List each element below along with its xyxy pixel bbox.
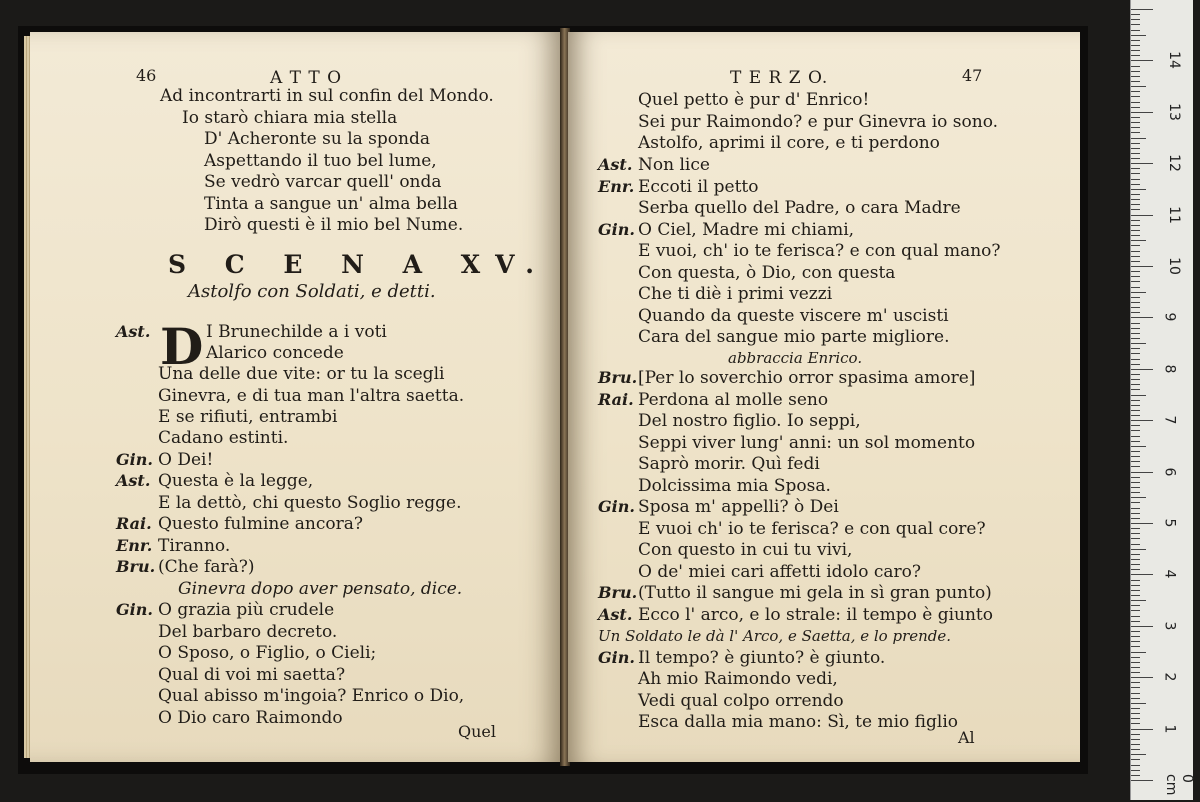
verse-line: Con questa, ò Dio, con questa	[638, 263, 896, 283]
verse-line: Cadano estinti.	[158, 428, 289, 448]
ruler-label: 8	[1161, 364, 1178, 374]
verse-line: Tinta a sangue un' alma bella	[204, 194, 458, 214]
ruler-tick	[1131, 86, 1146, 87]
speaker-label: Ast.	[598, 155, 633, 174]
ruler-tick	[1131, 343, 1146, 344]
ruler-tick	[1131, 132, 1140, 133]
ruler-tick	[1131, 425, 1140, 426]
ruler-tick	[1131, 328, 1140, 329]
verse-line: O Dio caro Raimondo	[158, 708, 343, 728]
ruler-tick	[1131, 564, 1140, 565]
verse-line: E se rifiuti, entrambi	[158, 407, 338, 427]
running-head-left: A T T O	[270, 68, 343, 88]
verse-line: Quel petto è pur d' Enrico!	[638, 90, 870, 110]
ruler-tick	[1131, 672, 1140, 673]
stage-direction: Un Soldato le dà l' Arco, e Saetta, e lo prende.	[598, 627, 952, 645]
ruler-tick	[1131, 173, 1140, 174]
ruler-tick	[1131, 189, 1146, 190]
verse-line: Questa è la legge,	[158, 471, 314, 491]
verse-line: Tiranno.	[158, 536, 231, 556]
speaker-label: Bru.	[116, 557, 156, 576]
ruler-tick	[1131, 307, 1140, 308]
ruler-tick	[1131, 225, 1140, 226]
ruler-tick	[1131, 662, 1140, 663]
running-head-right: T E R Z O.	[730, 68, 829, 88]
ruler-tick	[1131, 605, 1140, 606]
ruler-tick	[1131, 122, 1140, 123]
verse-line: Ginevra, e di tua man l'altra saetta.	[158, 386, 465, 406]
verse-line: Quando da queste viscere m' uscisti	[638, 306, 949, 326]
ruler-tick	[1131, 369, 1153, 370]
verse-line: I Brunechilde a i voti	[206, 322, 387, 342]
ruler-tick	[1131, 55, 1140, 56]
verse-line: Cara del sangue mio parte migliore.	[638, 327, 950, 347]
ruler-tick	[1131, 780, 1153, 781]
ruler-tick	[1131, 389, 1140, 390]
ruler-tick	[1131, 102, 1140, 103]
ruler-tick	[1131, 348, 1140, 349]
ruler-tick	[1131, 317, 1153, 318]
verse-line: O Dei!	[158, 450, 214, 470]
verse-line: Ad incontrarti in sul confin del Mondo.	[160, 86, 494, 106]
ruler-tick	[1131, 30, 1140, 31]
verse-line: Perdona al molle seno	[638, 390, 829, 410]
ruler-tick	[1131, 204, 1140, 205]
ruler-tick	[1131, 641, 1140, 642]
ruler-tick	[1131, 158, 1140, 159]
page-number-right: 47	[962, 66, 983, 85]
ruler-tick	[1131, 379, 1140, 380]
verse-line: Una delle due vite: or tu la scegli	[158, 364, 445, 384]
speaker-label: Enr.	[116, 536, 153, 555]
ruler-tick	[1131, 538, 1140, 539]
verse-line: O Sposo, o Figlio, o Cieli;	[158, 643, 377, 663]
ruler-tick	[1131, 528, 1140, 529]
verse-line: Seppi viver lung' anni: un sol momento	[638, 433, 976, 453]
ruler-tick	[1131, 456, 1140, 457]
ruler-tick	[1131, 153, 1140, 154]
verse-line: E la dettò, chi questo Soglio regge.	[158, 493, 462, 513]
verse-line: E vuoi, ch' io te ferisca? e con qual mano?	[638, 241, 1001, 261]
ruler-tick	[1131, 266, 1153, 267]
ruler-tick	[1131, 323, 1140, 324]
verse-line: Questo fulmine ancora?	[158, 514, 364, 534]
ruler-tick	[1131, 508, 1140, 509]
ruler-tick	[1131, 441, 1140, 442]
stage-direction: Ginevra dopo aver pensato, dice.	[178, 579, 463, 599]
ruler-tick	[1131, 230, 1140, 231]
ruler-tick	[1131, 569, 1140, 570]
ruler-tick	[1131, 729, 1153, 730]
ruler-tick	[1131, 91, 1140, 92]
ruler-tick	[1131, 199, 1140, 200]
verse-line: Sei pur Raimondo? e pur Ginevra io sono.	[638, 112, 999, 132]
ruler-tick	[1131, 143, 1140, 144]
ruler-tick	[1131, 693, 1140, 694]
ruler-tick	[1131, 544, 1140, 545]
ruler-tick	[1131, 251, 1140, 252]
ruler-tick	[1131, 45, 1140, 46]
ruler-tick	[1131, 708, 1140, 709]
ruler-tick	[1131, 759, 1140, 760]
speaker-label: Bru.	[598, 583, 638, 602]
ruler-tick	[1131, 96, 1140, 97]
ruler-tick	[1131, 24, 1140, 25]
ruler-tick	[1131, 533, 1140, 534]
verse-line: E vuoi ch' io te ferisca? e con qual core?	[638, 519, 986, 539]
ruler-tick	[1131, 235, 1140, 236]
ruler-tick	[1131, 50, 1140, 51]
verse-line: Dirò questi è il mio bel Nume.	[204, 215, 464, 235]
ruler-tick	[1131, 302, 1140, 303]
ruler-tick	[1131, 281, 1140, 282]
ruler-tick	[1131, 657, 1140, 658]
ruler-tick	[1131, 466, 1140, 467]
speaker-label: Gin.	[598, 648, 635, 667]
verse-line: Qual di voi mi saetta?	[158, 665, 346, 685]
ruler-tick	[1131, 415, 1140, 416]
ruler-tick	[1131, 580, 1140, 581]
ruler-tick	[1131, 138, 1146, 139]
ruler-label: 6	[1161, 467, 1178, 477]
drop-cap: D	[160, 317, 204, 376]
ruler-tick	[1131, 220, 1140, 221]
ruler-tick	[1131, 749, 1140, 750]
right-page	[568, 32, 1080, 762]
ruler-label: 13	[1165, 102, 1182, 121]
ruler-tick	[1131, 14, 1140, 15]
verse-line: (Tutto il sangue mi gela in sì gran punto)	[638, 583, 992, 603]
ruler-tick	[1131, 179, 1140, 180]
ruler-tick	[1131, 734, 1140, 735]
ruler-tick	[1131, 616, 1140, 617]
ruler-label: 5	[1161, 518, 1178, 528]
ruler-tick	[1131, 595, 1140, 596]
verse-line: O de' miei cari affetti idolo caro?	[638, 562, 921, 582]
stage-direction: abbraccia Enrico.	[728, 349, 863, 367]
ruler-tick	[1131, 271, 1140, 272]
ruler-tick	[1131, 19, 1140, 20]
ruler-tick	[1131, 312, 1140, 313]
speaker-label: Gin.	[116, 600, 153, 619]
verse-line: Esca dalla mia mano: Sì, te mio figlio	[638, 712, 959, 732]
verse-line: Del barbaro decreto.	[158, 622, 338, 642]
ruler-tick	[1131, 420, 1153, 421]
verse-line: Saprò morir. Quì fedi	[638, 454, 820, 474]
verse-line: O Ciel, Madre mi chiami,	[638, 220, 855, 240]
ruler-tick	[1131, 472, 1153, 473]
ruler-tick	[1131, 487, 1140, 488]
ruler-tick	[1131, 66, 1140, 67]
scene-title: S C E N A XV.	[168, 250, 549, 279]
ruler-tick	[1131, 698, 1140, 699]
ruler-tick	[1131, 359, 1140, 360]
verse-line: [Per lo soverchio orror spasima amore]	[638, 368, 976, 388]
ruler-tick	[1131, 677, 1153, 678]
ruler-tick	[1131, 245, 1140, 246]
ruler-tick	[1131, 703, 1146, 704]
verse-line: Io starò chiara mia stella	[182, 108, 398, 128]
ruler-tick	[1131, 667, 1140, 668]
ruler-label: 11	[1165, 205, 1182, 224]
ruler-tick	[1131, 430, 1140, 431]
ruler-tick	[1131, 35, 1146, 36]
ruler-label: 3	[1161, 621, 1178, 631]
ruler-tick	[1131, 405, 1140, 406]
ruler-tick	[1131, 127, 1140, 128]
ruler-tick	[1131, 477, 1140, 478]
ruler-tick	[1131, 297, 1140, 298]
ruler-tick	[1131, 765, 1140, 766]
speaker-label: Gin.	[598, 497, 635, 516]
ruler-tick	[1131, 446, 1146, 447]
ruler-tick	[1131, 364, 1140, 365]
ruler-tick	[1131, 384, 1140, 385]
ruler-tick	[1131, 523, 1153, 524]
page-number-left: 46	[136, 66, 157, 85]
ruler-tick	[1131, 554, 1140, 555]
ruler-label: 10	[1165, 257, 1182, 275]
ruler-tick	[1131, 117, 1140, 118]
ruler-tick	[1131, 338, 1140, 339]
ruler-label: 12	[1165, 154, 1182, 173]
ruler-tick	[1131, 513, 1140, 514]
ruler-tick	[1131, 744, 1140, 745]
verse-line: (Che farà?)	[158, 557, 255, 577]
ruler-tick	[1131, 621, 1140, 622]
catchword: Quel	[458, 722, 497, 741]
ruler-tick	[1131, 559, 1140, 560]
ruler-tick	[1131, 333, 1140, 334]
speaker-label: Rai.	[598, 390, 634, 409]
speaker-label: Gin.	[116, 450, 153, 469]
ruler-tick	[1131, 497, 1146, 498]
verse-line: Qual abisso m'ingoia? Enrico o Dio,	[158, 686, 465, 706]
ruler-tick	[1131, 775, 1140, 776]
ruler-tick	[1131, 400, 1140, 401]
ruler-tick	[1131, 71, 1140, 72]
ruler-tick	[1131, 168, 1140, 169]
ruler-tick	[1131, 590, 1140, 591]
ruler-tick	[1131, 574, 1153, 575]
ruler-tick	[1131, 585, 1140, 586]
ruler-tick	[1131, 682, 1140, 683]
ruler-tick	[1131, 687, 1140, 688]
speaker-label: Ast.	[116, 322, 151, 341]
verse-line: Che ti diè i primi vezzi	[638, 284, 833, 304]
catchword: Al	[958, 728, 975, 747]
verse-line: Non lice	[638, 155, 710, 175]
ruler-label: 7	[1161, 415, 1178, 425]
verse-line: Con questo in cui tu vivi,	[638, 540, 853, 560]
verse-line: Il tempo? è giunto? è giunto.	[638, 648, 886, 668]
ruler-tick	[1131, 76, 1140, 77]
ruler-tick	[1131, 646, 1140, 647]
verse-line: Dolcissima mia Sposa.	[638, 476, 831, 496]
ruler-tick	[1131, 40, 1140, 41]
ruler-tick	[1131, 626, 1153, 627]
verse-line: Del nostro figlio. Io seppi,	[638, 411, 861, 431]
ruler-tick	[1131, 754, 1146, 755]
verse-line: O grazia più crudele	[158, 600, 335, 620]
ruler-tick	[1131, 215, 1153, 216]
speaker-label: Rai.	[116, 514, 152, 533]
ruler-tick	[1131, 652, 1146, 653]
verse-line: Se vedrò varcar quell' onda	[204, 172, 442, 192]
ruler-tick	[1131, 148, 1140, 149]
ruler-tick	[1131, 492, 1140, 493]
ruler-tick	[1131, 194, 1140, 195]
ruler-tick	[1131, 163, 1153, 164]
verse-line: Astolfo, aprimi il core, e ti perdono	[638, 133, 940, 153]
verse-line: Alarico concede	[206, 343, 344, 363]
ruler-tick	[1131, 723, 1140, 724]
verse-line: Ecco l' arco, e lo strale: il tempo è giunto	[638, 605, 993, 625]
speaker-label: Enr.	[598, 177, 635, 196]
ruler-tick	[1131, 631, 1140, 632]
ruler-tick	[1131, 287, 1140, 288]
ruler-label: 9	[1161, 312, 1178, 322]
ruler-tick	[1131, 636, 1140, 637]
ruler-tick	[1131, 276, 1140, 277]
ruler-tick	[1131, 610, 1140, 611]
ruler-tick	[1131, 600, 1146, 601]
ruler-tick	[1131, 410, 1140, 411]
verse-line: Ah mio Raimondo vedi,	[638, 669, 838, 689]
ruler-tick	[1131, 60, 1153, 61]
ruler-tick	[1131, 502, 1140, 503]
measurement-ruler	[1130, 0, 1193, 800]
ruler-tick	[1131, 240, 1146, 241]
verse-line: D' Acheronte su la sponda	[204, 129, 430, 149]
ruler-tick	[1131, 184, 1140, 185]
verse-line: Eccoti il petto	[638, 177, 759, 197]
verse-line: Serba quello del Padre, o cara Madre	[638, 198, 961, 218]
speaker-label: Gin.	[598, 220, 635, 239]
ruler-tick	[1131, 81, 1140, 82]
ruler-tick	[1131, 718, 1140, 719]
ruler-tick	[1131, 256, 1140, 257]
ruler-tick	[1131, 549, 1146, 550]
ruler-tick	[1131, 374, 1140, 375]
ruler-tick	[1131, 107, 1140, 108]
ruler-tick	[1131, 451, 1140, 452]
ruler-tick	[1131, 436, 1140, 437]
verse-line: Vedi qual colpo orrendo	[638, 691, 844, 711]
ruler-label: 14	[1165, 51, 1182, 70]
scene-subtitle: Astolfo con Soldati, e detti.	[188, 281, 436, 302]
speaker-label: Bru.	[598, 368, 638, 387]
verse-line: Aspettando il tuo bel lume,	[204, 151, 437, 171]
ruler-label: 0 cm	[1163, 774, 1195, 796]
speaker-label: Ast.	[116, 471, 151, 490]
ruler-tick	[1131, 9, 1153, 10]
ruler-label: 1	[1161, 724, 1178, 734]
ruler-tick	[1131, 209, 1140, 210]
ruler-tick	[1131, 518, 1140, 519]
ruler-tick	[1131, 461, 1140, 462]
ruler-label: 2	[1161, 672, 1178, 682]
ruler-tick	[1131, 261, 1140, 262]
ruler-tick	[1131, 353, 1140, 354]
ruler-tick	[1131, 395, 1146, 396]
left-page	[30, 32, 562, 762]
ruler-tick	[1131, 739, 1140, 740]
verse-line: Sposa m' appelli? ò Dei	[638, 497, 839, 517]
ruler-tick	[1131, 713, 1140, 714]
ruler-tick	[1131, 292, 1146, 293]
speaker-label: Ast.	[598, 605, 633, 624]
ruler-tick	[1131, 482, 1140, 483]
ruler-tick	[1131, 770, 1140, 771]
ruler-label: 4	[1161, 569, 1178, 579]
ruler-tick	[1131, 112, 1153, 113]
